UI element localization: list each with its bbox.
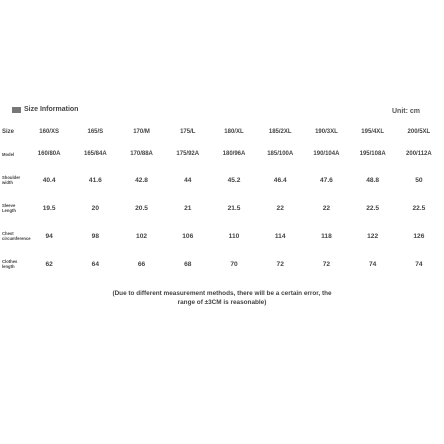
table-row-sleeve-length [2, 194, 442, 222]
row-label: Shoulder width [2, 175, 21, 185]
model-cell: 185/100A [267, 151, 294, 157]
size-info-header [12, 106, 436, 120]
value-cell: 46.4 [273, 176, 287, 184]
model-cell: 175/92A [176, 151, 200, 157]
value-cell: 106 [182, 232, 194, 240]
value-cell: 98 [91, 232, 99, 240]
value-cell: 102 [136, 232, 148, 240]
value-cell: 40.4 [42, 176, 56, 184]
value-cell: 22.5 [366, 204, 380, 212]
value-cell: 20.5 [135, 204, 148, 212]
size-table [2, 122, 442, 278]
value-cell: 21 [184, 204, 192, 212]
value-cell: 72 [322, 260, 331, 268]
model-cell: 170/88A [130, 151, 153, 157]
table-row-shoulder-width [2, 166, 442, 194]
size-chart-icon [12, 107, 21, 113]
model-cell: 165/84A [83, 151, 107, 157]
value-cell: 21.5 [227, 204, 241, 212]
table-row-clothes-length [2, 250, 442, 278]
model-cell: 200/112A [406, 151, 432, 157]
value-cell: 126 [413, 232, 425, 240]
model-cell: 195/108A [359, 151, 386, 157]
value-cell: 20 [91, 204, 99, 212]
model-row [2, 142, 442, 166]
value-cell: 22.5 [412, 204, 426, 212]
value-cell: 74 [415, 260, 423, 268]
value-cell: 74 [368, 260, 377, 268]
value-cell: 45.2 [227, 176, 241, 184]
value-cell: 122 [367, 232, 379, 240]
section-title-text: Size Information [24, 106, 79, 113]
size-cell: 195/4XL [361, 129, 384, 135]
value-cell: 70 [230, 260, 238, 268]
value-cell: 68 [184, 260, 192, 268]
size-row [2, 122, 442, 142]
note-line-1: (Due to different measurement methods, there will be a certain error, the [112, 290, 332, 297]
section-title [12, 106, 78, 113]
value-cell: 22 [276, 204, 284, 212]
model-cell: 190/104A [313, 151, 340, 157]
value-cell: 110 [228, 232, 240, 240]
size-cell: 175/L [180, 129, 196, 135]
value-cell: 22 [322, 204, 331, 212]
value-cell: 114 [274, 232, 286, 240]
value-cell: 44 [184, 176, 192, 184]
note-line-2: range of ±3CM is reasonable) [177, 299, 267, 306]
model-row-label: Model [2, 151, 15, 157]
size-cell: 160/XS [39, 129, 59, 135]
value-cell: 19.5 [42, 204, 56, 212]
unit-label: Unit: cm [392, 108, 420, 115]
value-cell: 118 [321, 232, 332, 240]
value-cell: 94 [45, 232, 53, 240]
size-cell: 180/XL [224, 129, 244, 135]
value-cell: 64 [91, 260, 99, 268]
value-cell: 66 [137, 260, 146, 268]
model-cell: 180/96A [222, 151, 246, 157]
size-row-label: Size [2, 128, 15, 135]
value-cell: 41.6 [88, 176, 102, 184]
size-cell: 165/S [87, 129, 104, 135]
size-cell: 170/M [133, 129, 150, 135]
model-cell: 160/80A [37, 151, 61, 157]
value-cell: 72 [276, 260, 284, 268]
table-row-chest-circumference [2, 222, 442, 250]
size-cell: 190/3XL [315, 129, 338, 135]
value-cell: 50 [415, 176, 423, 184]
row-label: Clothes length [2, 259, 18, 269]
value-cell: 62 [45, 260, 53, 268]
measurement-note [0, 289, 444, 307]
size-cell: 185/2XL [268, 129, 292, 135]
size-cell: 200/5XL [407, 129, 431, 135]
row-label: Sleeve Length [2, 203, 16, 213]
value-cell: 42.8 [135, 176, 148, 184]
value-cell: 47.6 [320, 176, 333, 184]
value-cell: 48.8 [366, 176, 380, 184]
row-label: Chest circumference [2, 231, 31, 241]
